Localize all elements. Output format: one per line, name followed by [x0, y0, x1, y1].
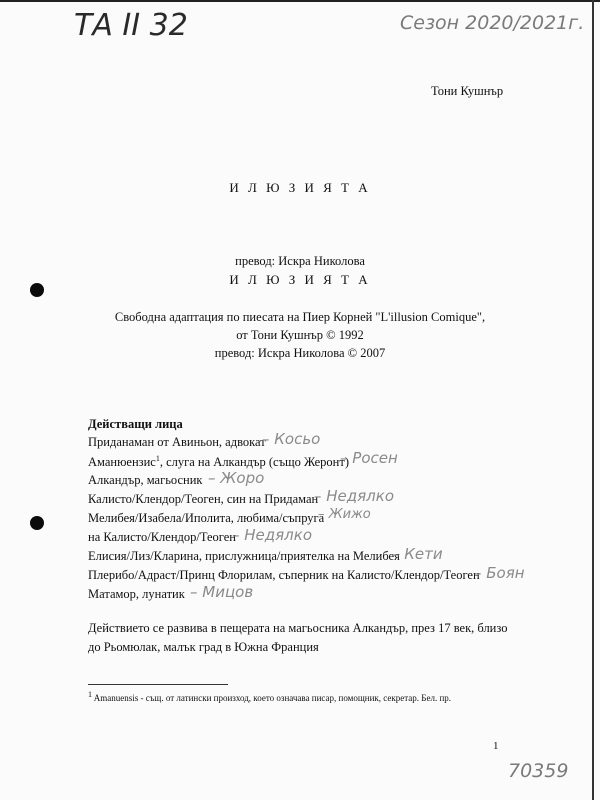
- cast-note-3: – Жоро: [208, 469, 265, 487]
- translator-line: превод: Искра Николова: [235, 254, 365, 268]
- cast-heading: Действащи лица: [88, 417, 183, 431]
- inventory-number-handwritten: 70359: [508, 760, 569, 782]
- cast-note-7: – Кети: [392, 545, 443, 563]
- footnote-marker: 1: [88, 690, 92, 699]
- title-second: И Л Ю З И Я Т А: [229, 272, 371, 287]
- archive-code-handwritten: ТА II 32: [74, 8, 188, 43]
- cast-line-7: Елисия/Лиз/Кларина, прислужница/приятелка на Мелибея: [88, 549, 400, 563]
- cast-line-3: Алкандър, магьосник: [88, 473, 203, 487]
- footnote: [88, 690, 451, 703]
- credits-line-3: превод: Искра Николова © 2007: [214, 346, 386, 360]
- page-number: 1: [493, 740, 499, 752]
- cast-line-8: Плерибо/Адраст/Принц Флорилам, съперник на Калисто/Клендор/Теоген: [88, 568, 480, 582]
- cast-note-5: – Жижо: [318, 507, 371, 522]
- author-name: Тони Кушнър: [431, 84, 504, 98]
- footnote-ref: 1: [155, 454, 160, 463]
- season-handwritten: Сезон 2020/2021г.: [400, 12, 585, 34]
- cast-note-9: – Мицов: [190, 583, 254, 601]
- title-top: И Л Ю З И Я Т А: [229, 180, 371, 195]
- cast-line-2: [88, 454, 349, 470]
- scan-edge-top: [0, 0, 600, 2]
- credits-line-1: Свободна адаптация по пиесата на Пиер Корней "L'illusion Comique",: [114, 310, 486, 324]
- cast-line-1: Приданаман от Авиньон, адвокат: [88, 435, 266, 449]
- cast-note-6: – Недялко: [232, 526, 312, 544]
- cast-line-9: Матамор, лунатик: [88, 587, 185, 601]
- cast-line-2-desc: , слуга на Алкандър (също Жеронт): [159, 455, 349, 470]
- scan-edge-right: [592, 0, 594, 800]
- footnote-text: Amanuensis - същ. от латински произход, което означава писар, помощник, секретар. Бел. пр.: [92, 693, 452, 703]
- cast-note-4: – Недялко: [314, 487, 394, 505]
- cast-line-2-name: Аманюензис: [88, 455, 156, 470]
- setting-line-1: Действието се развива в пещерата на магьосника Алкандър, през 17 век, близо: [88, 621, 508, 635]
- punch-hole-bottom: [30, 516, 44, 530]
- cast-line-6: на Калисто/Клендор/Теоген: [88, 530, 236, 544]
- cast-note-8: – Боян: [474, 564, 525, 582]
- credits-line-2: от Тони Кушнър © 1992: [236, 328, 364, 342]
- cast-note-2: – Росен: [340, 449, 398, 467]
- cast-note-1: – Косьо: [262, 430, 321, 448]
- cast-line-4: Калисто/Клендор/Теоген, син на Придаман: [88, 492, 319, 506]
- setting-line-2: до Рьомюлак, малък град в Южна Франция: [88, 640, 319, 654]
- footnote-rule: [88, 684, 228, 685]
- cast-line-5: Мелибея/Изабела/Иполита, любима/съпруга: [88, 511, 325, 525]
